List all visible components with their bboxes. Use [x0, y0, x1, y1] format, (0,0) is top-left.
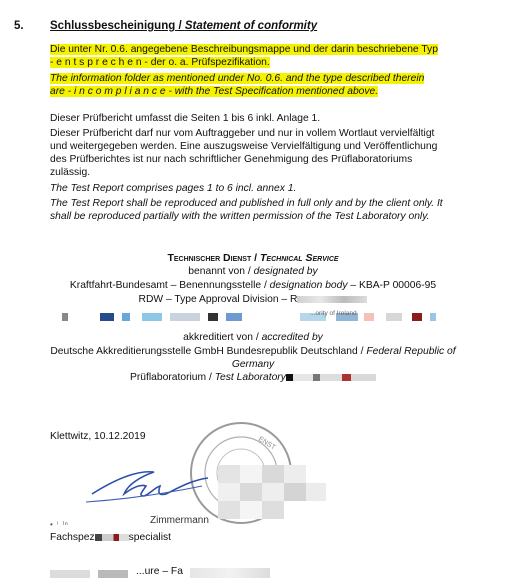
redacted-role: [95, 534, 129, 541]
highlight-en-line2: are - i n c o m p l i a n c e - with the Test Specification mentioned above.: [50, 86, 379, 97]
repro-en-2: shall be reproduced partially with the written permission of the Test Laboratory only.: [50, 211, 430, 222]
repro-de-2: und weitergegeben werden. Eine auszugsweise Vervielfältigung und Veröffentlichung: [50, 141, 438, 152]
handwritten-signature: [84, 450, 214, 510]
dakks-line: Deutsche Akkreditierungsstelle GmbH Bundesrepublik Deutschland / Federal Republic of: [50, 346, 456, 357]
pages-de: Dieser Prüfbericht umfasst die Seiten 1 bis 6 inkl. Anlage 1.: [50, 113, 321, 124]
designated-by: benannt von / designated by: [188, 266, 318, 277]
highlight-de-line1: Die unter Nr. 0.6. angegebene Beschreibungsmappe und der darin beschriebene Typ: [50, 44, 438, 55]
role-line: Fachspez specialist: [50, 532, 172, 543]
redacted-line: [50, 313, 450, 323]
rdw-line: RDW – Type Approval Division – R: [0, 294, 506, 307]
highlight-en-line1: The information folder as mentioned under No. 0.6. and the type described therein: [50, 73, 425, 84]
tech-service-title: Technischer Dienst / Technical Service: [167, 252, 339, 264]
repro-en-1: The Test Report shall be reproduced and published in full only and by the client only. It: [50, 198, 443, 209]
bottom-redacted-line: ...ure – Fa: [50, 566, 380, 580]
repro-de-4: zulässig.: [50, 167, 91, 178]
dakks-germany: Germany: [231, 359, 275, 370]
place-date: Klettwitz, 10.12.2019: [50, 431, 146, 442]
redacted-lab: [286, 374, 376, 381]
redacted-block: [297, 296, 367, 303]
repro-de-1: Dieser Prüfbericht darf nur vom Auftraggeber und nur in vollem Wortlaut vervielfältigt: [50, 128, 435, 139]
pages-en: The Test Report comprises pages 1 to 6 incl. annex 1.: [50, 183, 297, 194]
test-lab-line: Prüflaboratorium / Test Laboratory: [130, 372, 376, 385]
section-number: 5.: [14, 20, 24, 32]
accredited-by: akkreditiert von / accredited by: [183, 332, 323, 343]
section-title: Schlussbescheinigung / Statement of conformity: [50, 20, 318, 32]
name-fragment: Zimmermann: [150, 515, 209, 526]
redacted-mosaic: [218, 465, 326, 535]
name-fragment-left: • ⁱ ˡⁿ: [50, 520, 69, 529]
ireland-fragment: ...ority of Ireland: [310, 310, 357, 317]
svg-text:ENST: ENST: [256, 435, 277, 452]
kba-line: Kraftfahrt-Bundesamt – Benennungsstelle / designation body – KBA-P 00006-95: [69, 280, 437, 291]
repro-de-3: des Prüfberichtes ist nur nach schriftlicher Genehmigung des Prüflaboratoriums: [50, 154, 413, 165]
highlight-de-line2: - e n t s p r e c h e n - der o. a. Prüfspezifikation.: [50, 57, 270, 68]
